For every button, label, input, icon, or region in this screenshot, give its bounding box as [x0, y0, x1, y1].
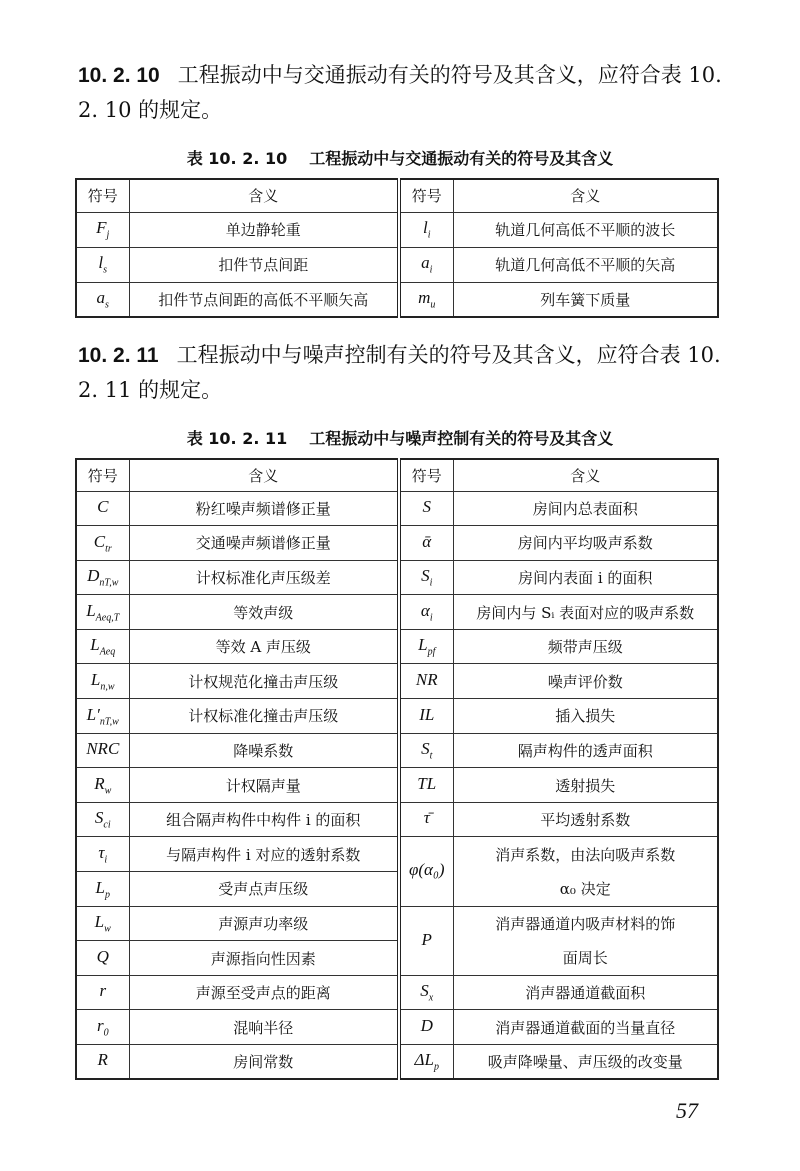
table-caption	[0, 146, 800, 169]
symbol-cell	[399, 699, 453, 734]
symbol: l	[422, 218, 428, 238]
symbol-cell	[399, 906, 453, 975]
symbol: S	[422, 497, 431, 517]
symbol-subscript: nT,w	[99, 716, 119, 728]
caption-number: 表 10. 2. 11	[186, 429, 288, 448]
meaning-cell: 声源声功率级	[129, 906, 399, 941]
meaning-cell: 单边静轮重	[129, 212, 399, 247]
symbol: IL	[419, 704, 435, 724]
meaning-cell: 计权隔声量	[129, 768, 399, 803]
meaning-cell: 吸声降噪量、声压级的改变量	[453, 1045, 718, 1080]
meaning-cell: 扣件节点间距的高低不平顺矢高	[129, 282, 399, 317]
symbol-subscript: ci	[103, 819, 111, 831]
header-cell: 含义	[129, 179, 399, 212]
table-10-2-10	[75, 178, 719, 318]
symbol: S	[421, 566, 430, 586]
meaning-cell: 声源至受声点的距离	[129, 975, 399, 1010]
symbol: r	[99, 981, 107, 1001]
symbol-subscript: s	[105, 299, 109, 311]
symbol: a	[96, 288, 106, 308]
meaning-cell: 等效 A 声压级	[129, 629, 399, 664]
symbol-cell	[76, 595, 129, 630]
symbol-subscript: i	[104, 854, 108, 866]
meaning-cell: 混响半径	[129, 1010, 399, 1045]
header-cell: 含义	[453, 459, 718, 491]
meaning-cell: 频带声压级	[453, 629, 718, 664]
symbol-subscript: p	[104, 889, 110, 901]
symbol-cell	[399, 560, 453, 595]
symbol: r	[96, 1016, 104, 1035]
table-caption	[0, 426, 800, 449]
symbol-cell	[76, 872, 129, 907]
symbol: m	[418, 288, 431, 308]
symbol: TL	[417, 773, 437, 793]
symbol: ΔL	[414, 1050, 434, 1070]
section-number: 10. 2. 10	[78, 64, 160, 87]
symbol-subscript: x	[428, 992, 434, 1004]
meaning-cell: 计权标准化撞击声压级	[129, 699, 399, 734]
symbol: L	[90, 635, 100, 655]
meaning-cell: 房间内与 Sᵢ 表面对应的吸声系数	[453, 595, 718, 630]
symbol-cell	[76, 491, 129, 526]
table-row	[76, 906, 718, 941]
symbol-subscript: s	[103, 264, 108, 276]
symbol-cell	[76, 699, 129, 734]
symbol-cell	[76, 526, 129, 561]
symbol-subscript: i	[429, 612, 433, 624]
symbol-subscript: w	[104, 923, 111, 935]
table-row	[76, 560, 718, 595]
symbol-cell	[399, 247, 453, 282]
meaning-cell: 声源指向性因素	[129, 941, 399, 976]
meaning-cell: 噪声评价数	[453, 664, 718, 699]
symbol-cell	[76, 1045, 129, 1080]
meaning-cell: 受声点声压级	[129, 872, 399, 907]
symbol-cell	[76, 906, 129, 941]
meaning-cell: 轨道几何高低不平顺的波长	[453, 212, 718, 247]
symbol: L	[86, 600, 96, 620]
symbol: D	[87, 566, 100, 586]
symbol-cell	[76, 802, 129, 837]
meaning-cell: 透射损失	[453, 768, 718, 803]
meaning-cell: 组合隔声构件中构件 i 的面积	[129, 802, 399, 837]
symbol-subscript: p	[433, 1061, 439, 1073]
table-row	[76, 282, 718, 317]
symbol-cell	[76, 941, 129, 976]
symbol-cell	[76, 560, 129, 595]
symbol-cell	[399, 837, 453, 906]
meaning-cell: 消声器通道截面的当量直径	[453, 1010, 718, 1045]
header-cell: 符号	[399, 179, 453, 212]
table-row	[76, 1045, 718, 1080]
symbol-cell	[76, 733, 129, 768]
symbol-cell	[399, 802, 453, 837]
symbol: l	[98, 253, 104, 273]
symbol-cell	[76, 247, 129, 282]
meaning-cell: 平均透射系数	[453, 802, 718, 837]
symbol-subscript: t	[429, 750, 433, 762]
meaning-cell: 与隔声构件 i 对应的透射系数	[129, 837, 399, 872]
meaning-cell: 消声器通道截面积	[453, 975, 718, 1010]
meaning-cell: 降噪系数	[129, 733, 399, 768]
symbol-cell	[399, 975, 453, 1010]
symbol: τ̄	[423, 808, 430, 828]
header-cell: 符号	[76, 459, 129, 491]
symbol-cell	[76, 629, 129, 664]
header-cell: 含义	[453, 179, 718, 212]
symbol-subscript: Aeq	[99, 646, 116, 658]
symbol: NRC	[86, 739, 120, 759]
section-text: 工程振动中与噪声控制有关的符号及其含义，应符合表 10. 2. 11 的规定。	[78, 343, 721, 402]
symbol-cell	[399, 629, 453, 664]
symbol-cell	[399, 768, 453, 803]
symbol: L	[95, 877, 105, 897]
symbol-subscript: i	[429, 264, 433, 276]
symbol-cell	[76, 664, 129, 699]
meaning-cell: 交通噪声频谱修正量	[129, 526, 399, 561]
symbol-cell	[76, 282, 129, 317]
header-cell: 符号	[399, 459, 453, 491]
section-10-2-10	[78, 58, 728, 128]
symbol-subscript: u	[430, 299, 436, 311]
symbol: R	[97, 1050, 108, 1070]
table-header	[76, 459, 718, 491]
page-number: 57	[676, 1098, 698, 1123]
table-row	[76, 595, 718, 630]
table-10-2-11	[75, 458, 719, 1080]
symbol: L	[90, 670, 101, 690]
meaning-cell: 粉红噪声频谱修正量	[129, 491, 399, 526]
symbol-subscript: n,w	[100, 681, 115, 693]
meaning-cell: 房间内平均吸声系数	[453, 526, 718, 561]
symbol: ᾱ	[422, 531, 432, 551]
table-row	[76, 1010, 718, 1045]
symbol-cell	[76, 975, 129, 1010]
table-row	[76, 837, 718, 872]
meaning-cell: 消声系数，由法向吸声系数 α₀ 决定	[453, 837, 718, 906]
symbol-subscript: tr	[105, 543, 112, 555]
table-row	[76, 802, 718, 837]
symbol: α	[420, 600, 430, 620]
meaning-cell: 等效声级	[129, 595, 399, 630]
header-cell: 符号	[76, 179, 129, 212]
table-row	[76, 664, 718, 699]
symbol-subscript: i	[429, 577, 433, 589]
symbol: R	[94, 773, 105, 793]
symbol-subscript: 0	[103, 1027, 109, 1039]
symbol-subscript: pf	[427, 646, 436, 658]
symbol: P	[421, 929, 432, 949]
table-row	[76, 247, 718, 282]
meaning-cell: 扣件节点间距	[129, 247, 399, 282]
symbol-cell	[399, 595, 453, 630]
meaning-cell: 轨道几何高低不平顺的矢高	[453, 247, 718, 282]
section-number: 10. 2. 11	[78, 344, 159, 367]
symbol: φ(α₀)	[408, 860, 445, 880]
symbol: C	[97, 497, 109, 517]
header-cell: 含义	[129, 459, 399, 491]
table-row	[76, 526, 718, 561]
symbol-cell	[399, 733, 453, 768]
symbol-cell	[76, 837, 129, 872]
table-row	[76, 699, 718, 734]
table-row	[76, 975, 718, 1010]
table-row	[76, 733, 718, 768]
symbol-cell	[399, 1010, 453, 1045]
symbol-cell	[76, 1010, 129, 1045]
meaning-cell: 房间内表面 i 的面积	[453, 560, 718, 595]
caption-text: 工程振动中与噪声控制有关的符号及其含义	[309, 429, 614, 448]
symbol-cell	[76, 212, 129, 247]
section-10-2-11	[78, 338, 728, 408]
symbol: L	[418, 635, 428, 655]
symbol-subscript: i	[427, 229, 431, 241]
caption-text: 工程振动中与交通振动有关的符号及其含义	[309, 149, 614, 168]
symbol: D	[420, 1016, 433, 1035]
symbol-cell	[399, 664, 453, 699]
symbol: NR	[415, 670, 438, 690]
symbol-cell	[399, 1045, 453, 1080]
meaning-cell: 房间常数	[129, 1045, 399, 1080]
symbol-cell	[76, 768, 129, 803]
symbol-subscript: w	[104, 785, 112, 797]
symbol-cell	[399, 526, 453, 561]
meaning-cell: 房间内总表面积	[453, 491, 718, 526]
symbol-cell	[399, 491, 453, 526]
meaning-cell: 消声器通道内吸声材料的饰面周长	[453, 906, 718, 975]
meaning-cell: 列车簧下质量	[453, 282, 718, 317]
table-row	[76, 212, 718, 247]
symbol-subscript: Aeq,T	[95, 612, 120, 624]
symbol-subscript: nT,w	[99, 577, 119, 589]
symbol: Q	[96, 946, 109, 966]
symbol: S	[94, 808, 104, 828]
meaning-cell: 计权标准化声压级差	[129, 560, 399, 595]
meaning-cell: 计权规范化撞击声压级	[129, 664, 399, 699]
symbol: L	[94, 912, 105, 932]
table-row	[76, 768, 718, 803]
caption-number: 表 10. 2. 10	[186, 149, 288, 168]
symbol: C	[93, 531, 106, 551]
symbol-cell	[399, 282, 453, 317]
symbol: L′	[86, 704, 100, 724]
symbol: τ	[98, 843, 105, 863]
symbol: S	[421, 739, 430, 759]
symbol-subscript: j	[106, 229, 110, 241]
table-row	[76, 629, 718, 664]
section-text: 工程振动中与交通振动有关的符号及其含义，应符合表 10. 2. 10 的规定。	[78, 63, 722, 122]
meaning-cell: 隔声构件的透声面积	[453, 733, 718, 768]
symbol: a	[421, 253, 430, 273]
symbol: F	[96, 218, 107, 238]
table-header	[76, 179, 718, 212]
meaning-cell: 插入损失	[453, 699, 718, 734]
table-row	[76, 491, 718, 526]
symbol: S	[420, 981, 429, 1001]
symbol-cell	[399, 212, 453, 247]
